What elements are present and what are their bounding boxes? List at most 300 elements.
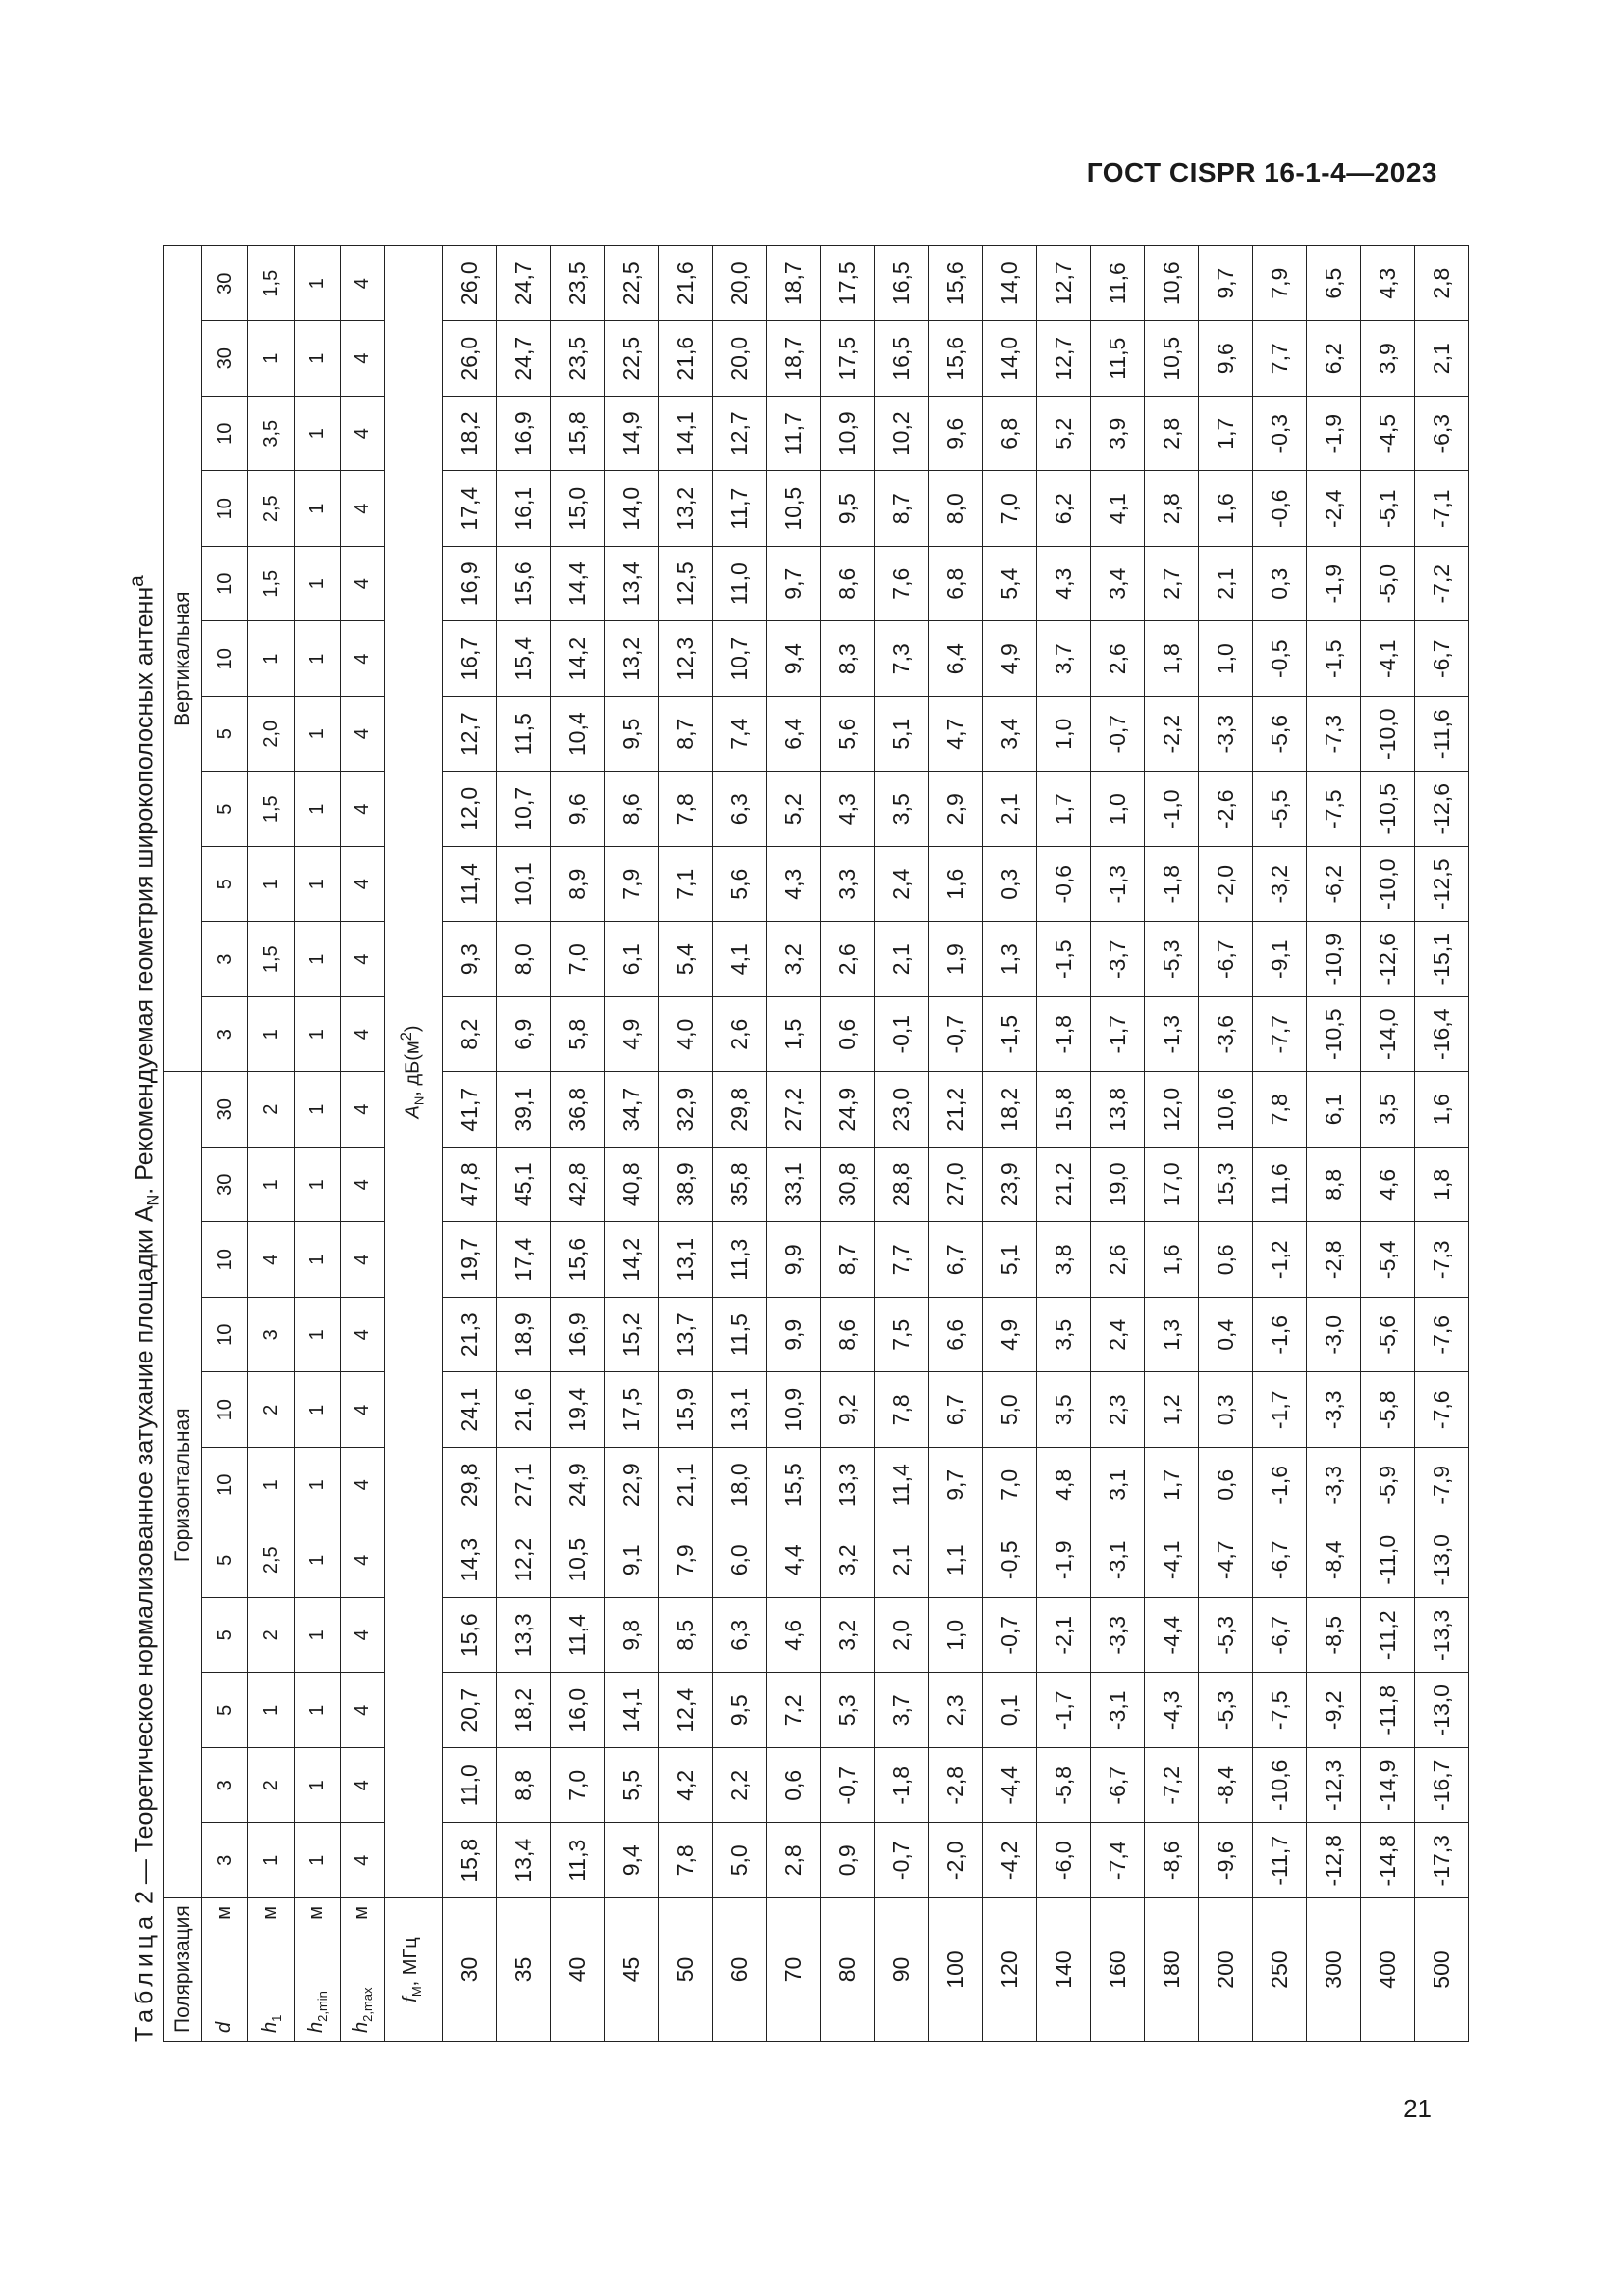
- value-cell: -0,3: [1253, 396, 1307, 471]
- value-cell: -1,9: [1307, 396, 1361, 471]
- value-cell: 27,0: [929, 1148, 983, 1223]
- value-cell: 7,0: [983, 471, 1037, 547]
- value-cell: -2,8: [929, 1748, 983, 1824]
- value-cell: -3,0: [1307, 1298, 1361, 1373]
- frequency-cell: 45: [605, 1898, 659, 2042]
- param-value: 4: [341, 696, 385, 772]
- value-cell: -1,7: [1091, 996, 1145, 1072]
- value-cell: 2,2: [713, 1748, 767, 1824]
- value-cell: -1,6: [1253, 1298, 1307, 1373]
- value-cell: 4,3: [821, 772, 875, 847]
- param-value: 1,5: [248, 245, 295, 321]
- value-cell: -5,6: [1361, 1298, 1415, 1373]
- param-label: [248, 1898, 295, 2042]
- value-cell: 13,2: [605, 621, 659, 697]
- param-value: 4: [341, 922, 385, 997]
- value-cell: 3,2: [767, 922, 821, 997]
- value-cell: 0,4: [1199, 1298, 1253, 1373]
- value-cell: 20,7: [443, 1673, 497, 1748]
- value-cell: -13,3: [1415, 1598, 1469, 1674]
- value-cell: -0,5: [1253, 621, 1307, 697]
- value-cell: 17,5: [821, 321, 875, 397]
- an-unit-header: [385, 245, 443, 1897]
- param-symbol: d: [212, 2021, 235, 2033]
- param-unit: м: [258, 1906, 281, 1920]
- value-cell: 2,9: [929, 772, 983, 847]
- value-cell: 11,6: [1253, 1148, 1307, 1223]
- value-cell: 4,3: [1037, 546, 1091, 621]
- value-cell: -17,3: [1415, 1823, 1469, 1898]
- value-cell: 13,3: [821, 1448, 875, 1523]
- value-cell: 11,6: [1091, 245, 1145, 321]
- value-cell: -5,8: [1037, 1748, 1091, 1824]
- param-value: 1: [295, 1522, 341, 1598]
- param-value: 5: [202, 846, 248, 922]
- value-cell: 6,3: [713, 772, 767, 847]
- value-cell: 26,0: [443, 321, 497, 397]
- caption-footnote-mark: а: [126, 575, 148, 587]
- param-label: [295, 1898, 341, 2042]
- value-cell: 4,1: [1091, 471, 1145, 547]
- an-symbol: A: [402, 1105, 424, 1119]
- value-cell: 9,8: [605, 1598, 659, 1674]
- value-cell: 1,6: [1415, 1072, 1469, 1148]
- value-cell: 7,1: [659, 846, 713, 922]
- value-cell: -3,1: [1091, 1673, 1145, 1748]
- table-row: [497, 245, 551, 2041]
- value-cell: -13,0: [1415, 1522, 1469, 1598]
- value-cell: -7,3: [1307, 696, 1361, 772]
- value-cell: 14,9: [605, 396, 659, 471]
- value-cell: 16,1: [497, 471, 551, 547]
- value-cell: -7,4: [1091, 1823, 1145, 1898]
- value-cell: -6,2: [1307, 846, 1361, 922]
- value-cell: -14,8: [1361, 1823, 1415, 1898]
- param-value: 1: [295, 396, 341, 471]
- value-cell: 24,9: [821, 1072, 875, 1148]
- value-cell: 9,7: [1199, 245, 1253, 321]
- value-cell: 20,0: [713, 245, 767, 321]
- an-subscript: N: [411, 1095, 427, 1106]
- param-value: 1: [295, 1598, 341, 1674]
- value-cell: 1,0: [1091, 772, 1145, 847]
- frequency-cell: 250: [1253, 1898, 1307, 2042]
- value-cell: -12,8: [1307, 1823, 1361, 1898]
- param-value: 4: [341, 1448, 385, 1523]
- param-subscript: 1: [268, 2014, 284, 2022]
- param-value: 1: [295, 1372, 341, 1448]
- value-cell: 3,1: [1091, 1448, 1145, 1523]
- value-cell: 11,4: [443, 846, 497, 922]
- value-cell: 4,7: [929, 696, 983, 772]
- value-cell: -5,4: [1361, 1222, 1415, 1298]
- value-cell: 10,5: [1145, 321, 1199, 397]
- an-unit: , дБ(м: [402, 1041, 424, 1096]
- value-cell: 8,3: [821, 621, 875, 697]
- value-cell: 8,6: [605, 772, 659, 847]
- value-cell: -4,1: [1361, 621, 1415, 697]
- value-cell: 8,9: [551, 846, 605, 922]
- value-cell: 6,1: [605, 922, 659, 997]
- table-row: [1199, 245, 1253, 2041]
- param-value: 30: [202, 1148, 248, 1223]
- value-cell: 3,9: [1361, 321, 1415, 397]
- frequency-cell: 500: [1415, 1898, 1469, 2042]
- value-cell: -2,6: [1199, 772, 1253, 847]
- value-cell: 16,5: [875, 321, 929, 397]
- frequency-cell: 80: [821, 1898, 875, 2042]
- value-cell: -12,6: [1361, 922, 1415, 997]
- frequency-cell: 300: [1307, 1898, 1361, 2042]
- value-cell: 12,0: [1145, 1072, 1199, 1148]
- frequency-cell: 30: [443, 1898, 497, 2042]
- value-cell: 9,6: [929, 396, 983, 471]
- value-cell: 24,7: [497, 245, 551, 321]
- param-value: 1: [248, 621, 295, 697]
- value-cell: 11,3: [551, 1823, 605, 1898]
- value-cell: 9,2: [821, 1372, 875, 1448]
- value-cell: -0,6: [1253, 471, 1307, 547]
- value-cell: 6,8: [929, 546, 983, 621]
- value-cell: -5,3: [1145, 922, 1199, 997]
- value-cell: -7,2: [1415, 546, 1469, 621]
- value-cell: 3,2: [821, 1598, 875, 1674]
- value-cell: 12,7: [1037, 245, 1091, 321]
- value-cell: 4,9: [983, 1298, 1037, 1373]
- value-cell: 6,7: [929, 1372, 983, 1448]
- value-cell: 36,8: [551, 1072, 605, 1148]
- param-value: 1: [295, 1448, 341, 1523]
- value-cell: 6,8: [983, 396, 1037, 471]
- table-row: [821, 245, 875, 2041]
- value-cell: -10,6: [1253, 1748, 1307, 1824]
- value-cell: -3,7: [1091, 922, 1145, 997]
- table-row: [443, 245, 497, 2041]
- value-cell: -8,4: [1199, 1748, 1253, 1824]
- table-row: [1253, 245, 1307, 2041]
- value-cell: 15,6: [551, 1222, 605, 1298]
- value-cell: 3,5: [1037, 1298, 1091, 1373]
- param-value: 5: [202, 772, 248, 847]
- value-cell: 4,8: [1037, 1448, 1091, 1523]
- param-value: 4: [341, 1522, 385, 1598]
- value-cell: 15,6: [497, 546, 551, 621]
- value-cell: 3,4: [1091, 546, 1145, 621]
- value-cell: 7,7: [1253, 321, 1307, 397]
- value-cell: -5,3: [1199, 1598, 1253, 1674]
- value-cell: -1,3: [1145, 996, 1199, 1072]
- value-cell: -10,5: [1307, 996, 1361, 1072]
- param-value: 1: [295, 996, 341, 1072]
- value-cell: 9,6: [551, 772, 605, 847]
- value-cell: 6,4: [929, 621, 983, 697]
- value-cell: 2,6: [1091, 621, 1145, 697]
- value-cell: 18,0: [713, 1448, 767, 1523]
- table-row: [875, 245, 929, 2041]
- param-value: 10: [202, 1448, 248, 1523]
- param-unit: м: [212, 1906, 235, 1920]
- param-value: 4: [341, 1823, 385, 1898]
- param-value: 1: [295, 846, 341, 922]
- value-cell: 9,3: [443, 922, 497, 997]
- param-value: 3: [248, 1298, 295, 1373]
- value-cell: 8,7: [875, 471, 929, 547]
- value-cell: 2,3: [929, 1673, 983, 1748]
- value-cell: 5,4: [983, 546, 1037, 621]
- value-cell: 5,2: [767, 772, 821, 847]
- value-cell: 5,4: [659, 922, 713, 997]
- table-row: [713, 245, 767, 2041]
- value-cell: -11,0: [1361, 1522, 1415, 1598]
- param-value: 1: [295, 1222, 341, 1298]
- value-cell: -3,6: [1199, 996, 1253, 1072]
- value-cell: 24,1: [443, 1372, 497, 1448]
- value-cell: 2,0: [875, 1598, 929, 1674]
- value-cell: 14,1: [659, 396, 713, 471]
- value-cell: 30,8: [821, 1148, 875, 1223]
- value-cell: 5,2: [1037, 396, 1091, 471]
- param-value: 10: [202, 396, 248, 471]
- value-cell: 13,2: [659, 471, 713, 547]
- value-cell: 6,1: [1307, 1072, 1361, 1148]
- value-cell: 9,9: [767, 1298, 821, 1373]
- value-cell: -7,2: [1145, 1748, 1199, 1824]
- table-caption: [108, 245, 163, 2042]
- param-value: 10: [202, 1298, 248, 1373]
- frequency-cell: 120: [983, 1898, 1037, 2042]
- param-value: 1: [248, 1823, 295, 1898]
- value-cell: -12,3: [1307, 1748, 1361, 1824]
- value-cell: -7,9: [1415, 1448, 1469, 1523]
- value-cell: -3,3: [1307, 1448, 1361, 1523]
- value-cell: -1,7: [1253, 1372, 1307, 1448]
- value-cell: 9,7: [929, 1448, 983, 1523]
- value-cell: 0,3: [1253, 546, 1307, 621]
- value-cell: 15,8: [551, 396, 605, 471]
- value-cell: 3,7: [875, 1673, 929, 1748]
- value-cell: 1,6: [929, 846, 983, 922]
- value-cell: 12,7: [713, 396, 767, 471]
- value-cell: 4,6: [1361, 1148, 1415, 1223]
- value-cell: -2,4: [1307, 471, 1361, 547]
- value-cell: 14,1: [605, 1673, 659, 1748]
- value-cell: 18,9: [497, 1298, 551, 1373]
- value-cell: 3,5: [1037, 1372, 1091, 1448]
- table-row: [767, 245, 821, 2041]
- value-cell: -5,8: [1361, 1372, 1415, 1448]
- value-cell: -1,5: [1307, 621, 1361, 697]
- value-cell: -9,6: [1199, 1823, 1253, 1898]
- frequency-cell: 50: [659, 1898, 713, 2042]
- value-cell: 0,1: [983, 1673, 1037, 1748]
- param-value: 1: [295, 471, 341, 547]
- value-cell: 5,8: [551, 996, 605, 1072]
- value-cell: 26,0: [443, 245, 497, 321]
- value-cell: 8,7: [821, 1222, 875, 1298]
- value-cell: 29,8: [443, 1448, 497, 1523]
- value-cell: 6,3: [713, 1598, 767, 1674]
- value-cell: 38,9: [659, 1148, 713, 1223]
- value-cell: -10,9: [1307, 922, 1361, 997]
- param-value: 4: [341, 1072, 385, 1148]
- param-value: 3: [202, 922, 248, 997]
- value-cell: 9,7: [767, 546, 821, 621]
- value-cell: -6,7: [1091, 1748, 1145, 1824]
- value-cell: -1,5: [983, 996, 1037, 1072]
- param-value: 2: [248, 1598, 295, 1674]
- param-value: 1: [295, 1748, 341, 1824]
- value-cell: 2,6: [713, 996, 767, 1072]
- freq-unit: , МГц: [399, 1937, 421, 1987]
- value-cell: 10,1: [497, 846, 551, 922]
- frequency-cell: 100: [929, 1898, 983, 2042]
- caption-text: 2 — Теоретическое нормализованное затухание площадки A: [131, 1205, 159, 1905]
- value-cell: 7,4: [713, 696, 767, 772]
- value-cell: 24,7: [497, 321, 551, 397]
- param-value: 4: [341, 1148, 385, 1223]
- value-cell: 21,6: [659, 245, 713, 321]
- value-cell: 21,1: [659, 1448, 713, 1523]
- value-cell: -8,4: [1307, 1522, 1361, 1598]
- param-unit: м: [304, 1906, 327, 1920]
- value-cell: 10,9: [821, 396, 875, 471]
- frequency-cell: 40: [551, 1898, 605, 2042]
- value-cell: 4,3: [1361, 245, 1415, 321]
- param-value: 4: [341, 396, 385, 471]
- value-cell: -6,0: [1037, 1823, 1091, 1898]
- value-cell: 10,5: [551, 1522, 605, 1598]
- value-cell: 28,8: [875, 1148, 929, 1223]
- value-cell: 1,0: [1199, 621, 1253, 697]
- value-cell: 12,7: [443, 696, 497, 772]
- value-cell: -5,6: [1253, 696, 1307, 772]
- value-cell: 8,5: [659, 1598, 713, 1674]
- value-cell: -3,3: [1307, 1372, 1361, 1448]
- value-cell: 16,5: [875, 245, 929, 321]
- value-cell: 1,6: [1145, 1222, 1199, 1298]
- value-cell: 3,7: [1037, 621, 1091, 697]
- value-cell: -11,8: [1361, 1673, 1415, 1748]
- value-cell: -2,2: [1145, 696, 1199, 772]
- value-cell: 1,6: [1199, 471, 1253, 547]
- value-cell: 1,8: [1415, 1148, 1469, 1223]
- value-cell: 5,1: [983, 1222, 1037, 1298]
- value-cell: 6,9: [497, 996, 551, 1072]
- value-cell: -1,8: [1037, 996, 1091, 1072]
- value-cell: 16,9: [443, 546, 497, 621]
- value-cell: -7,3: [1415, 1222, 1469, 1298]
- value-cell: 14,2: [605, 1222, 659, 1298]
- value-cell: 5,1: [875, 696, 929, 772]
- param-value: 5: [202, 696, 248, 772]
- value-cell: 6,7: [929, 1222, 983, 1298]
- param-value: 10: [202, 471, 248, 547]
- value-cell: 19,7: [443, 1222, 497, 1298]
- rotated-table-block: [108, 245, 1502, 2042]
- value-cell: 17,0: [1145, 1148, 1199, 1223]
- param-value: 3: [202, 1823, 248, 1898]
- param-value: 10: [202, 621, 248, 697]
- value-cell: 8,0: [929, 471, 983, 547]
- value-cell: 4,3: [767, 846, 821, 922]
- value-cell: 8,6: [821, 1298, 875, 1373]
- value-cell: 15,8: [1037, 1072, 1091, 1148]
- value-cell: 4,6: [767, 1598, 821, 1674]
- value-cell: 47,8: [443, 1148, 497, 1223]
- table-row: [605, 245, 659, 2041]
- value-cell: 7,5: [875, 1298, 929, 1373]
- table-row: [983, 245, 1037, 2041]
- value-cell: 11,0: [443, 1748, 497, 1824]
- value-cell: 10,2: [875, 396, 929, 471]
- param-value: 4: [341, 996, 385, 1072]
- value-cell: -7,1: [1415, 471, 1469, 547]
- value-cell: 11,5: [713, 1298, 767, 1373]
- param-label: [341, 1898, 385, 2042]
- value-cell: 1,8: [1145, 621, 1199, 697]
- value-cell: -13,0: [1415, 1673, 1469, 1748]
- freq-subscript: M: [408, 1986, 424, 1998]
- value-cell: 8,7: [659, 696, 713, 772]
- frequency-cell: 180: [1145, 1898, 1199, 2042]
- value-cell: -3,3: [1091, 1598, 1145, 1674]
- value-cell: -3,2: [1253, 846, 1307, 922]
- value-cell: 2,6: [821, 922, 875, 997]
- value-cell: -3,3: [1199, 696, 1253, 772]
- value-cell: 6,5: [1307, 245, 1361, 321]
- value-cell: -14,0: [1361, 996, 1415, 1072]
- value-cell: 15,2: [605, 1298, 659, 1373]
- value-cell: 35,8: [713, 1148, 767, 1223]
- value-cell: 13,1: [659, 1222, 713, 1298]
- value-cell: 1,1: [929, 1522, 983, 1598]
- value-cell: 5,3: [821, 1673, 875, 1748]
- value-cell: 15,4: [497, 621, 551, 697]
- param-value: 2: [248, 1748, 295, 1824]
- frequency-cell: 160: [1091, 1898, 1145, 2042]
- value-cell: -6,7: [1415, 621, 1469, 697]
- value-cell: 2,6: [1091, 1222, 1145, 1298]
- table-row: [1145, 245, 1199, 2041]
- value-cell: 11,4: [551, 1598, 605, 1674]
- param-unit: м: [350, 1906, 372, 1920]
- value-cell: 5,0: [713, 1823, 767, 1898]
- param-value: 1: [295, 922, 341, 997]
- value-cell: 1,0: [1037, 696, 1091, 772]
- param-value: 1: [295, 1673, 341, 1748]
- value-cell: -0,7: [875, 1823, 929, 1898]
- param-value: 1: [248, 1448, 295, 1523]
- value-cell: -5,3: [1199, 1673, 1253, 1748]
- param-value: 1: [248, 996, 295, 1072]
- value-cell: -3,1: [1091, 1522, 1145, 1598]
- param-value: 5: [202, 1598, 248, 1674]
- value-cell: 9,9: [767, 1222, 821, 1298]
- value-cell: 7,3: [875, 621, 929, 697]
- value-cell: 7,9: [605, 846, 659, 922]
- param-value: 1: [295, 1823, 341, 1898]
- value-cell: -2,8: [1307, 1222, 1361, 1298]
- caption-sub: N: [144, 1194, 163, 1206]
- frequency-header: [385, 1898, 443, 2042]
- value-cell: 15,6: [443, 1598, 497, 1674]
- table-row: [1037, 245, 1091, 2041]
- param-value: 4: [341, 1598, 385, 1674]
- value-cell: 34,7: [605, 1072, 659, 1148]
- param-value: 1: [295, 321, 341, 397]
- value-cell: -7,5: [1253, 1673, 1307, 1748]
- value-cell: 24,9: [551, 1448, 605, 1523]
